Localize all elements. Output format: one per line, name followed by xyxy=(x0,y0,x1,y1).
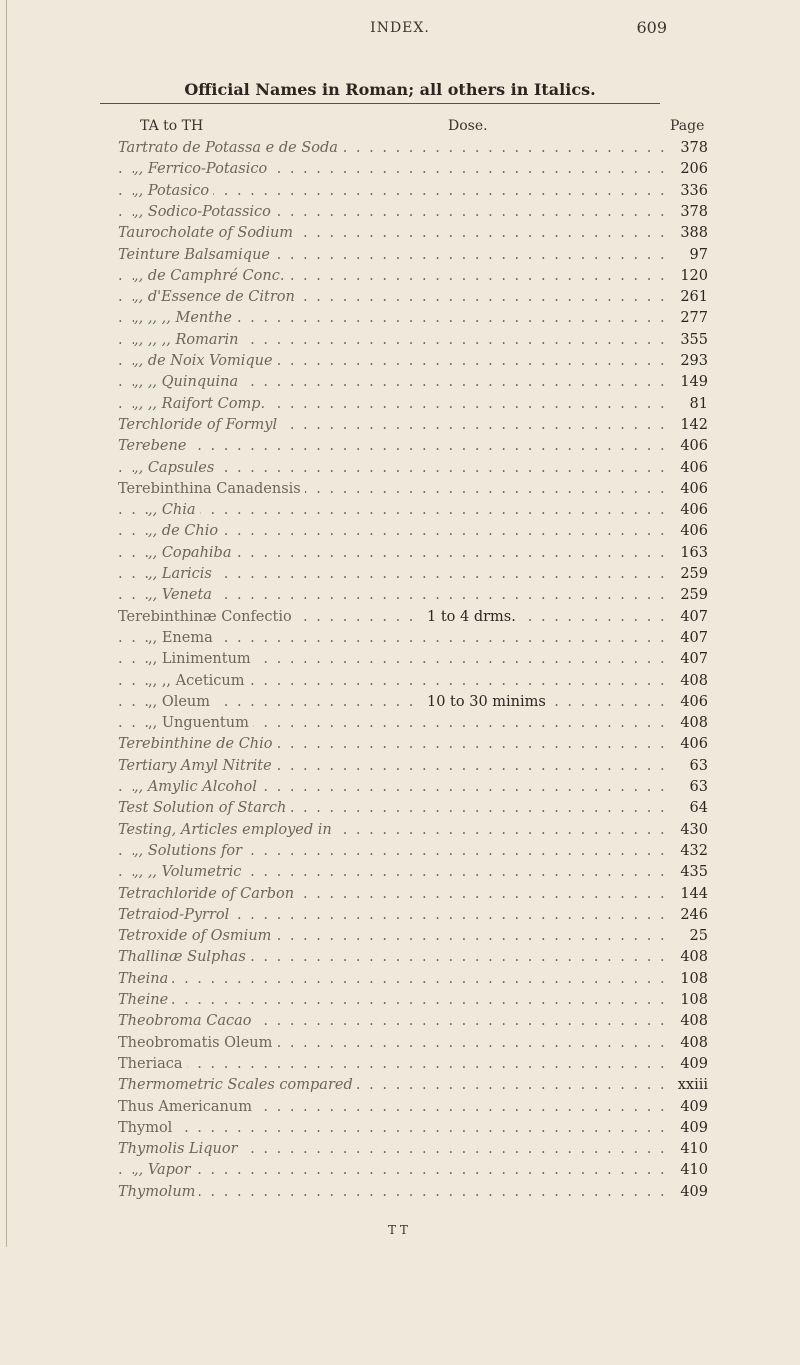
entry-page: 409 xyxy=(668,1182,708,1202)
index-entry xyxy=(118,500,708,520)
entry-label: ,, Sodico-Potassico xyxy=(134,202,275,222)
entry-dose: 10 to 30 minims xyxy=(423,692,550,712)
entry-page: 435 xyxy=(668,862,708,882)
leader-dots xyxy=(118,181,666,201)
entry-page: 246 xyxy=(668,905,708,925)
entry-page: xxiii xyxy=(668,1075,708,1095)
index-entry xyxy=(118,1054,708,1074)
entry-label: Theine xyxy=(118,990,172,1010)
leader-dots xyxy=(118,777,666,797)
entry-page: 406 xyxy=(668,479,708,499)
entry-page: 261 xyxy=(668,287,708,307)
leader-dots xyxy=(118,223,666,243)
entry-page: 406 xyxy=(668,500,708,520)
entry-page: 149 xyxy=(668,372,708,392)
entry-page: 406 xyxy=(668,458,708,478)
range-heading: TA to TH xyxy=(140,118,204,134)
index-entry xyxy=(118,969,708,989)
entry-page: 293 xyxy=(668,351,708,371)
entry-label: ,, Copahiba xyxy=(148,543,235,563)
entry-label: Teinture Balsamique xyxy=(118,245,274,265)
index-entry xyxy=(118,1075,708,1095)
entry-label: Theina xyxy=(118,969,172,989)
entry-page: 142 xyxy=(668,415,708,435)
entry-page: 97 xyxy=(668,245,708,265)
leader-dots xyxy=(118,245,666,265)
index-entry xyxy=(118,585,708,605)
entry-page: 120 xyxy=(668,266,708,286)
entry-label: Terebene xyxy=(118,436,190,456)
leader-dots xyxy=(118,1182,666,1202)
leader-dots xyxy=(118,692,666,712)
leader-dots xyxy=(118,1054,666,1074)
entry-label: Terchloride of Formyl xyxy=(118,415,281,435)
dose-heading: Dose. xyxy=(448,118,488,134)
index-entry xyxy=(118,1011,708,1031)
leader-dots xyxy=(118,308,666,328)
entry-page: 108 xyxy=(668,969,708,989)
entry-label: ,, de Camphré Conc. xyxy=(134,266,288,286)
leader-dots xyxy=(118,436,666,456)
index-entry xyxy=(118,884,708,904)
header-rule xyxy=(100,103,660,104)
entry-page: 410 xyxy=(668,1139,708,1159)
leader-dots xyxy=(118,458,666,478)
entry-label: ,, ,, ,, Menthe xyxy=(134,308,236,328)
index-entry xyxy=(118,841,708,861)
leader-dots xyxy=(118,820,666,840)
leader-dots xyxy=(118,905,666,925)
entry-page: 406 xyxy=(668,734,708,754)
entry-label: ,, Veneta xyxy=(148,585,216,605)
index-entry xyxy=(118,1033,708,1053)
entry-page: 144 xyxy=(668,884,708,904)
leader-dots xyxy=(118,394,666,414)
entry-page: 408 xyxy=(668,1011,708,1031)
leader-dots xyxy=(118,585,666,605)
index-entry xyxy=(118,926,708,946)
running-head: INDEX. xyxy=(370,20,430,36)
page-heading: Page xyxy=(670,118,705,134)
entry-label: Taurocholate of Sodium xyxy=(118,223,297,243)
index-entry xyxy=(118,798,708,818)
leader-dots xyxy=(118,1075,666,1095)
index-entry xyxy=(118,1097,708,1117)
entry-page: 409 xyxy=(668,1097,708,1117)
entry-page: 64 xyxy=(668,798,708,818)
entry-page: 408 xyxy=(668,1033,708,1053)
leader-dots xyxy=(118,202,666,222)
index-entry xyxy=(118,649,708,669)
entry-label: Theriaca xyxy=(118,1054,187,1074)
leader-dots xyxy=(118,713,666,733)
entry-page: 409 xyxy=(668,1118,708,1138)
leader-dots xyxy=(118,1139,666,1159)
index-entry xyxy=(118,458,708,478)
entry-label: Tartrato de Potassa e de Soda xyxy=(118,138,342,158)
entry-label: ,, Ferrico-Potasico xyxy=(134,159,271,179)
entry-page: 378 xyxy=(668,202,708,222)
leader-dots xyxy=(118,266,666,286)
index-entry xyxy=(118,181,708,201)
leader-dots xyxy=(118,415,666,435)
leader-dots xyxy=(118,1011,666,1031)
entry-page: 408 xyxy=(668,713,708,733)
entry-page: 406 xyxy=(668,436,708,456)
index-entry xyxy=(118,947,708,967)
index-entry xyxy=(118,138,708,158)
entry-label: Terebinthina Canadensis xyxy=(118,479,305,499)
leader-dots xyxy=(118,969,666,989)
leader-dots xyxy=(118,138,666,158)
entry-page: 410 xyxy=(668,1160,708,1180)
leader-dots xyxy=(118,798,666,818)
entry-page: 259 xyxy=(668,564,708,584)
entry-page: 63 xyxy=(668,777,708,797)
entry-label: Tetrachloride of Carbon xyxy=(118,884,298,904)
signature-mark: T T xyxy=(388,1223,408,1237)
entry-label: Thus Americanum xyxy=(118,1097,256,1117)
entry-label: ,, ,, Quinquina xyxy=(134,372,242,392)
entry-page: 163 xyxy=(668,543,708,563)
entry-page: 409 xyxy=(668,1054,708,1074)
leader-dots xyxy=(118,884,666,904)
entry-label: Thallinæ Sulphas xyxy=(118,947,250,967)
entry-page: 63 xyxy=(668,756,708,776)
index-entry xyxy=(118,223,708,243)
index-subtitle: Official Names in Roman; all others in Italics. xyxy=(184,80,596,99)
index-entry xyxy=(118,1118,708,1138)
index-entry xyxy=(118,543,708,563)
leader-dots xyxy=(118,756,666,776)
entry-label: ,, ,, Volumetric xyxy=(134,862,245,882)
entry-label: Test Solution of Starch xyxy=(118,798,290,818)
index-entry xyxy=(118,1139,708,1159)
leader-dots xyxy=(118,841,666,861)
entry-label: ,, Enema xyxy=(148,628,217,648)
entry-label: ,, Oleum xyxy=(148,692,214,712)
entry-label: Theobroma Cacao xyxy=(118,1011,256,1031)
index-entry xyxy=(118,202,708,222)
entry-label: Theobromatis Oleum xyxy=(118,1033,276,1053)
entry-page: 355 xyxy=(668,330,708,350)
page-edge xyxy=(6,0,7,1247)
index-entry xyxy=(118,671,708,691)
index-entry xyxy=(118,372,708,392)
entry-page: 407 xyxy=(668,607,708,627)
entry-label: Thymolis Liquor xyxy=(118,1139,242,1159)
entry-label: ,, Amylic Alcohol xyxy=(134,777,261,797)
entry-page: 81 xyxy=(668,394,708,414)
entry-label: ,, Potasico xyxy=(134,181,213,201)
index-entry xyxy=(118,415,708,435)
leader-dots xyxy=(118,1118,666,1138)
leader-dots xyxy=(118,543,666,563)
leader-dots xyxy=(118,500,666,520)
entry-page: 432 xyxy=(668,841,708,861)
leader-dots xyxy=(118,734,666,754)
entry-page: 378 xyxy=(668,138,708,158)
leader-dots xyxy=(118,862,666,882)
index-entry xyxy=(118,159,708,179)
leader-dots xyxy=(118,1160,666,1180)
entry-label: ,, Vapor xyxy=(134,1160,195,1180)
leader-dots xyxy=(118,351,666,371)
entry-page: 407 xyxy=(668,628,708,648)
entry-page: 206 xyxy=(668,159,708,179)
entry-label: ,, Laricis xyxy=(148,564,216,584)
entry-label: Thymolum xyxy=(118,1182,199,1202)
index-entry xyxy=(118,308,708,328)
leader-dots xyxy=(118,479,666,499)
index-entry xyxy=(118,713,708,733)
index-entry xyxy=(118,692,708,712)
entry-page: 408 xyxy=(668,671,708,691)
leader-dots xyxy=(118,1033,666,1053)
entry-page: 259 xyxy=(668,585,708,605)
leader-dots xyxy=(118,521,666,541)
leader-dots xyxy=(118,926,666,946)
entry-label: Terebinthinæ Confectio xyxy=(118,607,296,627)
entry-page: 336 xyxy=(668,181,708,201)
entry-page: 25 xyxy=(668,926,708,946)
leader-dots xyxy=(118,671,666,691)
entry-label: Testing, Articles employed in xyxy=(118,820,336,840)
index-entry xyxy=(118,479,708,499)
entry-label: Thymol xyxy=(118,1118,176,1138)
index-entry xyxy=(118,990,708,1010)
index-entry xyxy=(118,756,708,776)
index-entry xyxy=(118,734,708,754)
index-entry xyxy=(118,394,708,414)
leader-dots xyxy=(118,1097,666,1117)
entry-label: ,, de Noix Vomique xyxy=(134,351,277,371)
entry-label: Tetroxide of Osmium xyxy=(118,926,275,946)
index-entry xyxy=(118,436,708,456)
entry-label: Terebinthine de Chio xyxy=(118,734,277,754)
index-entry xyxy=(118,266,708,286)
index-entry xyxy=(118,1182,708,1202)
entry-label: ,, ,, Raifort Comp. xyxy=(134,394,269,414)
entry-page: 407 xyxy=(668,649,708,669)
index-entry xyxy=(118,905,708,925)
page-number: 609 xyxy=(636,18,667,37)
entry-label: ,, Linimentum xyxy=(148,649,255,669)
index-entry xyxy=(118,245,708,265)
entry-page: 108 xyxy=(668,990,708,1010)
leader-dots xyxy=(118,330,666,350)
entry-label: ,, Capsules xyxy=(134,458,218,478)
entry-label: ,, Solutions for xyxy=(134,841,246,861)
index-entry xyxy=(118,1160,708,1180)
entry-label: Tetraiod-Pyrrol xyxy=(118,905,233,925)
index-entry xyxy=(118,521,708,541)
entry-label: ,, d'Essence de Citron xyxy=(134,287,299,307)
index-entry xyxy=(118,287,708,307)
leader-dots xyxy=(118,649,666,669)
entry-label: ,, Unguentum xyxy=(148,713,253,733)
entry-label: ,, ,, ,, Romarin xyxy=(134,330,242,350)
leader-dots xyxy=(118,564,666,584)
entry-page: 277 xyxy=(668,308,708,328)
index-entry xyxy=(118,607,708,627)
leader-dots xyxy=(118,372,666,392)
entry-label: ,, ,, Aceticum xyxy=(148,671,249,691)
entry-label: ,, Chia xyxy=(148,500,200,520)
entry-label: Tertiary Amyl Nitrite xyxy=(118,756,276,776)
entry-page: 388 xyxy=(668,223,708,243)
index-entry xyxy=(118,777,708,797)
leader-dots xyxy=(118,947,666,967)
entry-dose: 1 to 4 drms. xyxy=(423,607,520,627)
index-entry xyxy=(118,820,708,840)
entry-page: 430 xyxy=(668,820,708,840)
leader-dots xyxy=(118,628,666,648)
index-entry xyxy=(118,351,708,371)
leader-dots xyxy=(118,287,666,307)
index-entry xyxy=(118,564,708,584)
entry-page: 408 xyxy=(668,947,708,967)
index-entry xyxy=(118,862,708,882)
entry-page: 406 xyxy=(668,521,708,541)
entry-label: Thermometric Scales compared xyxy=(118,1075,357,1095)
leader-dots xyxy=(118,607,666,627)
index-entry xyxy=(118,628,708,648)
index-entry xyxy=(118,330,708,350)
leader-dots xyxy=(118,990,666,1010)
entry-label: ,, de Chio xyxy=(148,521,222,541)
entry-page: 406 xyxy=(668,692,708,712)
leader-dots xyxy=(118,159,666,179)
